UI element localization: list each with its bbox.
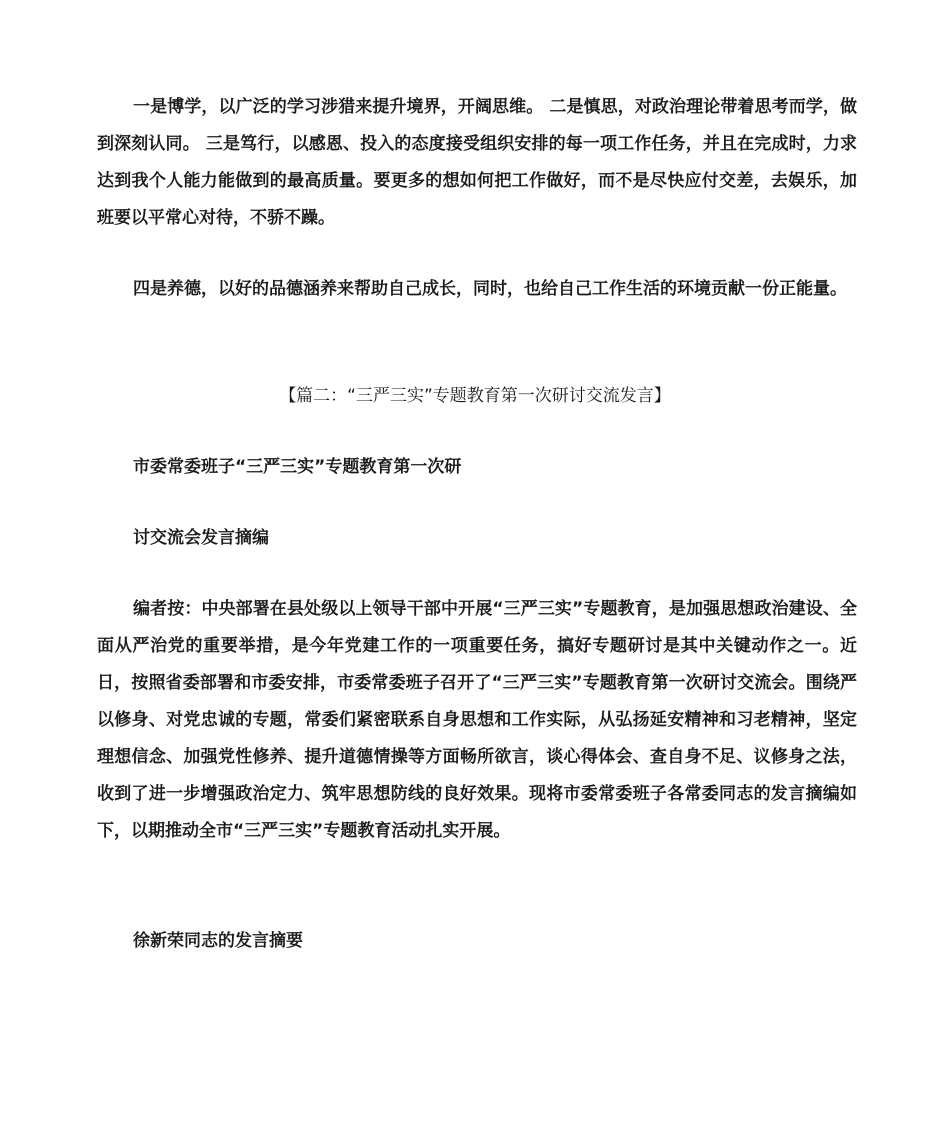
subtitle-line-1: 市委常委班子“三严三实”专题教育第一次研 [133,457,462,477]
section-heading: 【篇二：“三严三实”专题教育第一次研讨交流发言】 [279,386,671,406]
subtitle-line-2: 讨交流会发言摘编 [133,528,269,548]
paragraph-virtues-1-3: 一是博学，以广泛的学习涉猎来提升境界，开阔思维。 二是慎思，对政治理论带着思考而学，做到深刻认同。 三是笃行，以感恩、投入的态度接受组织安排的每一项工作任务，并且在完成时，力求达到我个人能力能做到的最高质量。要更多的想如何把工作做好，而不是尽快应付交差，去娱乐，加班要以平常心对待，不骄不躁。 [97,97,857,228]
editor-note-paragraph: 编者按：中央部署在县处级以上领导干部中开展“三严三实”专题教育，是加强思想政治建设、全面从严治党的重要举措，是今年党建工作的一项重要任务，搞好专题研讨是其中关键动作之一。近日，按照省委部署和市委安排，市委常委班子召开了“三严三实”专题教育第一次研讨交流会。围绕严以修身、对党忠诚的专题，常委们紧密联系自身思想和工作实际，从弘扬延安精神和习老精神，坚定理想信念、加强党性修养、提升道德情操等方面畅所欲言，谈心得体会、查自身不足、议修身之法，收到了进一步增强政治定力、筑牢思想防线的良好效果。现将市委常委班子各常委同志的发言摘编如下，以期推动全市“三严三实”专题教育活动扎实开展。 [97,599,857,841]
speaker-heading: 徐新荣同志的发言摘要 [133,931,303,951]
paragraph-virtue-4: 四是养德，以好的品德涵养来帮助自己成长，同时，也给自己工作生活的环境贡献一份正能量。 [133,279,847,299]
